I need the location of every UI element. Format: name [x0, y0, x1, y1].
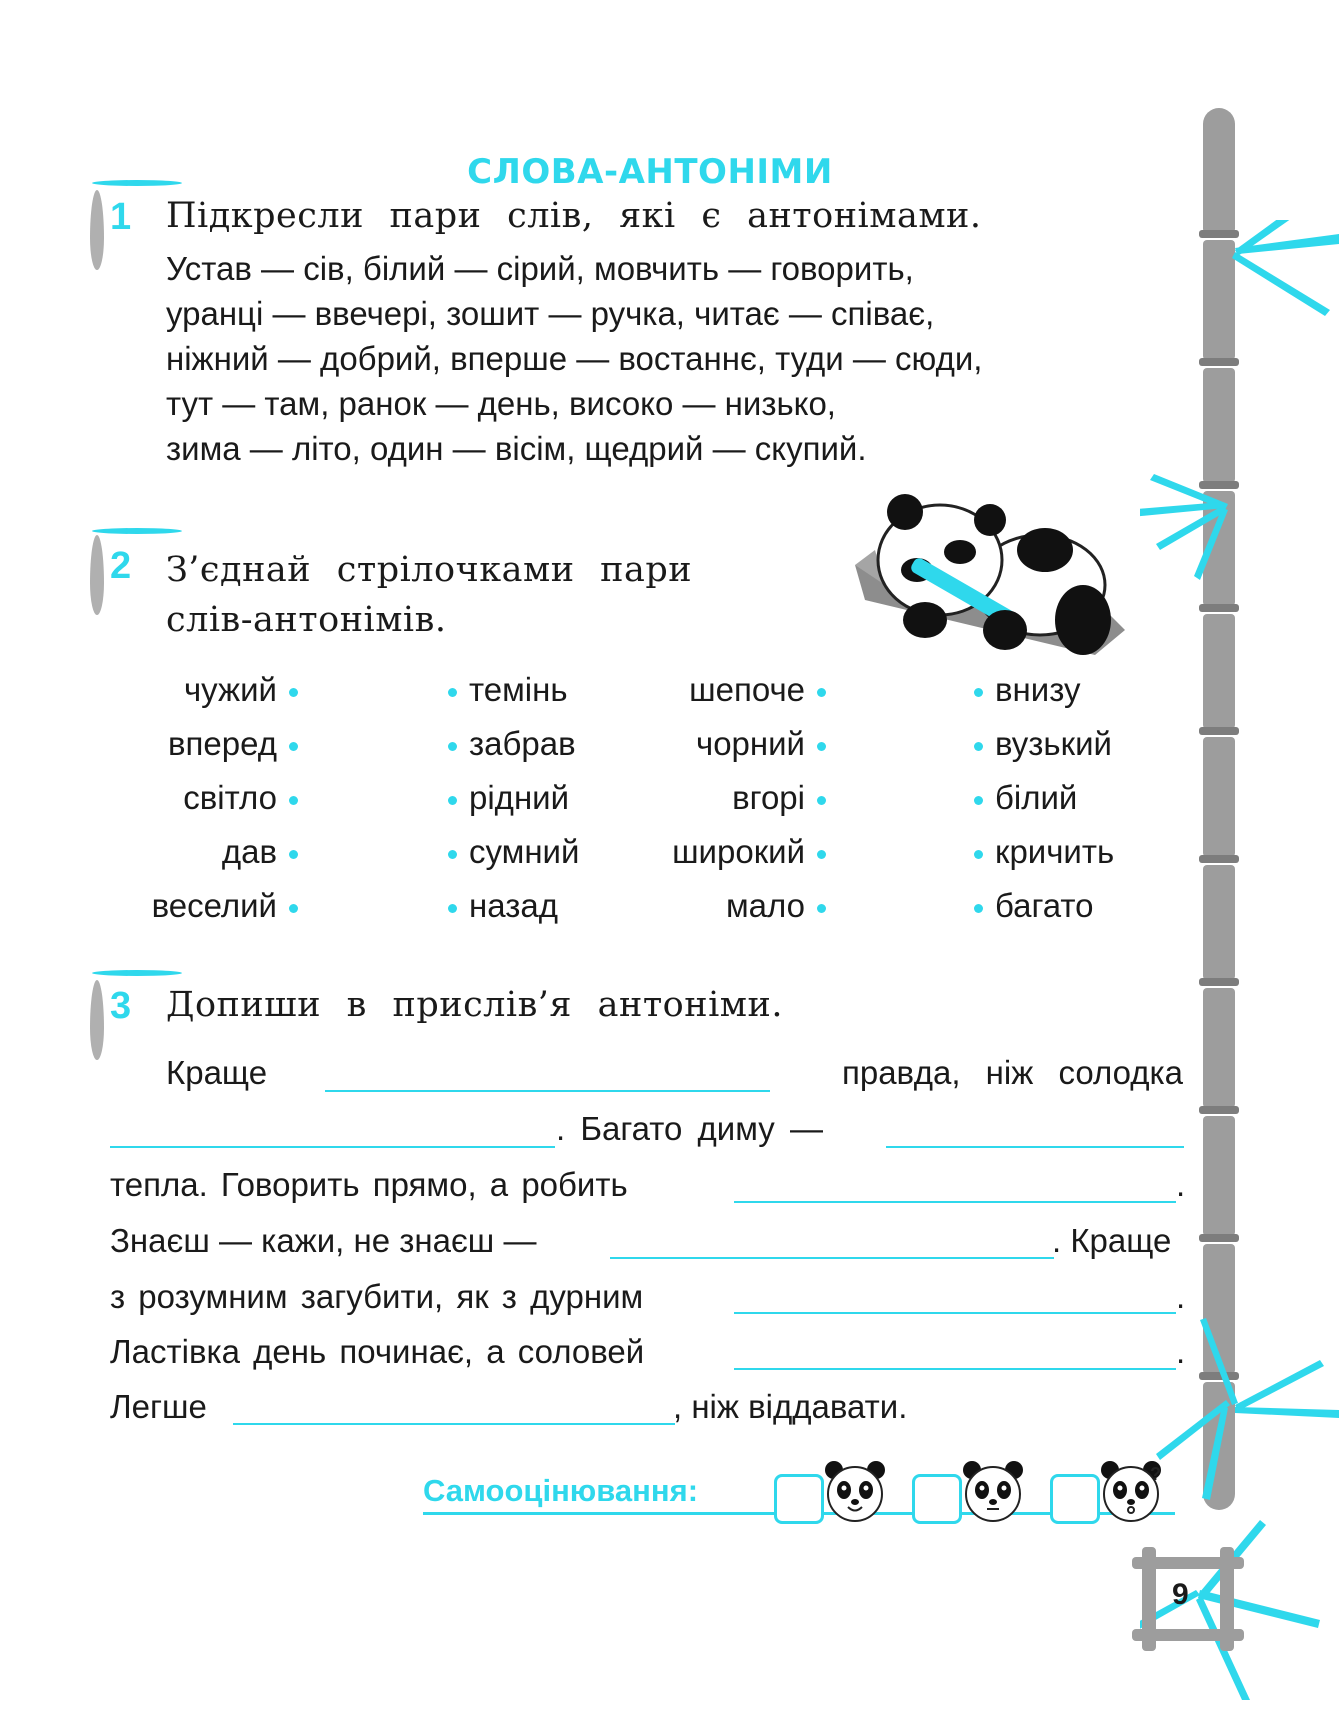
answer-line[interactable] — [734, 1201, 1176, 1203]
proverb-text: . Краще — [1052, 1222, 1172, 1259]
leaf-icon — [90, 190, 104, 270]
instruction-line: З’єднай стрілочками пари — [166, 550, 693, 590]
answer-line[interactable] — [734, 1312, 1176, 1314]
self-assessment-label: Самооцінювання: — [423, 1473, 699, 1508]
word-item[interactable]: чужий — [100, 663, 310, 717]
word-item[interactable]: широкий — [600, 825, 838, 879]
proverb-text: тепла. Говорить прямо, а робить — [110, 1166, 628, 1203]
leaf-icon — [92, 180, 182, 186]
answer-line[interactable] — [110, 1146, 555, 1148]
proverb-text: Ластівка день починає, а соловей — [110, 1333, 645, 1370]
word-item[interactable]: забрав — [436, 717, 666, 771]
connection-dot[interactable] — [817, 742, 826, 751]
word-item[interactable]: вузький — [962, 717, 1192, 771]
answer-line[interactable] — [325, 1090, 770, 1092]
connection-dot[interactable] — [448, 796, 457, 805]
connection-dot[interactable] — [448, 850, 457, 859]
task-number: 1 — [110, 196, 132, 238]
text-line: зима — літо, один — вісім, щедрий — скупий. — [166, 430, 867, 467]
connection-dot[interactable] — [817, 796, 826, 805]
connection-dot[interactable] — [817, 850, 826, 859]
leaf-icon — [92, 970, 182, 976]
proverb-text: . Багато диму — — [556, 1110, 823, 1147]
text-line: ніжний — добрий, вперше — востаннє, туди — сюди, — [166, 340, 983, 377]
connection-dot[interactable] — [817, 904, 826, 913]
task-number: 3 — [110, 985, 132, 1027]
connection-dot[interactable] — [289, 742, 298, 751]
word-item[interactable]: вперед — [100, 717, 310, 771]
text-line: Устав — сів, білий — сірий, мовчить — говорить, — [166, 250, 914, 287]
self-assessment-checkbox[interactable] — [912, 1474, 962, 1524]
word-item[interactable]: назад — [436, 879, 666, 933]
word-column-1 — [100, 663, 310, 933]
proverb-text: Краще — [166, 1054, 268, 1091]
word-item[interactable]: білий — [962, 771, 1192, 825]
proverb-text: , ніж віддавати. — [673, 1388, 908, 1425]
answer-line[interactable] — [233, 1423, 675, 1425]
word-item[interactable]: вгорі — [600, 771, 838, 825]
text-line: уранці — ввечері, зошит — ручка, читає — співає, — [166, 295, 935, 332]
answer-line[interactable] — [610, 1257, 1054, 1259]
connection-dot[interactable] — [974, 850, 983, 859]
self-assessment-checkbox[interactable] — [774, 1474, 824, 1524]
word-item[interactable]: сумний — [436, 825, 666, 879]
connection-dot[interactable] — [448, 742, 457, 751]
word-item[interactable]: світло — [100, 771, 310, 825]
task-instruction — [166, 545, 786, 645]
connection-dot[interactable] — [974, 796, 983, 805]
word-item[interactable]: внизу — [962, 663, 1192, 717]
word-item[interactable]: веселий — [100, 879, 310, 933]
proverb-period: . — [1176, 1166, 1186, 1203]
task-number: 2 — [110, 545, 132, 587]
proverb-period: . — [1176, 1333, 1186, 1370]
connection-dot[interactable] — [289, 688, 298, 697]
leaf-icon — [90, 980, 104, 1060]
connection-dot[interactable] — [817, 688, 826, 697]
task1-text — [166, 246, 1066, 471]
word-item[interactable]: кричить — [962, 825, 1192, 879]
connection-dot[interactable] — [448, 688, 457, 697]
word-item[interactable]: мало — [600, 879, 838, 933]
word-column-3 — [600, 663, 838, 933]
word-item[interactable]: дав — [100, 825, 310, 879]
word-item[interactable]: темінь — [436, 663, 666, 717]
connection-dot[interactable] — [289, 850, 298, 859]
proverb-text: правда, ніж солодка — [841, 1054, 1183, 1091]
self-assessment-checkbox[interactable] — [1050, 1474, 1100, 1524]
task-instruction: Допиши в прислів’я антоніми. — [166, 985, 783, 1025]
connection-dot[interactable] — [974, 688, 983, 697]
proverb-text: Знаєш — кажи, не знаєш — — [110, 1222, 537, 1259]
answer-line[interactable] — [734, 1368, 1176, 1370]
page-title: СЛОВА-АНТОНІМИ — [467, 152, 833, 192]
word-item[interactable]: чорний — [600, 717, 838, 771]
text-line: тут — там, ранок — день, високо — низько, — [166, 385, 836, 422]
word-item[interactable]: багато — [962, 879, 1192, 933]
leaf-icon — [92, 528, 182, 534]
instruction-line: слів-антонімів. — [166, 600, 447, 640]
page-number: 9 — [1172, 1578, 1189, 1611]
connection-dot[interactable] — [289, 904, 298, 913]
bamboo-leaves-decoration — [1140, 220, 1339, 1700]
proverb-text: з розумним загубити, як з дурним — [110, 1278, 644, 1315]
leaf-icon — [90, 535, 104, 615]
neutral-panda-icon — [960, 1458, 1026, 1524]
connection-dot[interactable] — [289, 796, 298, 805]
proverb-text: Легше — [110, 1388, 207, 1425]
svg-text:?: ? — [1150, 1464, 1161, 1484]
connection-dot[interactable] — [448, 904, 457, 913]
connection-dot[interactable] — [974, 904, 983, 913]
task-instruction: Підкресли пари слів, які є антонімами. — [166, 196, 982, 236]
connection-dot[interactable] — [974, 742, 983, 751]
happy-panda-icon — [822, 1458, 888, 1524]
proverb-period: . — [1176, 1278, 1186, 1315]
word-item[interactable]: шепоче — [600, 663, 838, 717]
sleeping-panda-illustration — [845, 490, 1135, 670]
word-item[interactable]: рідний — [436, 771, 666, 825]
